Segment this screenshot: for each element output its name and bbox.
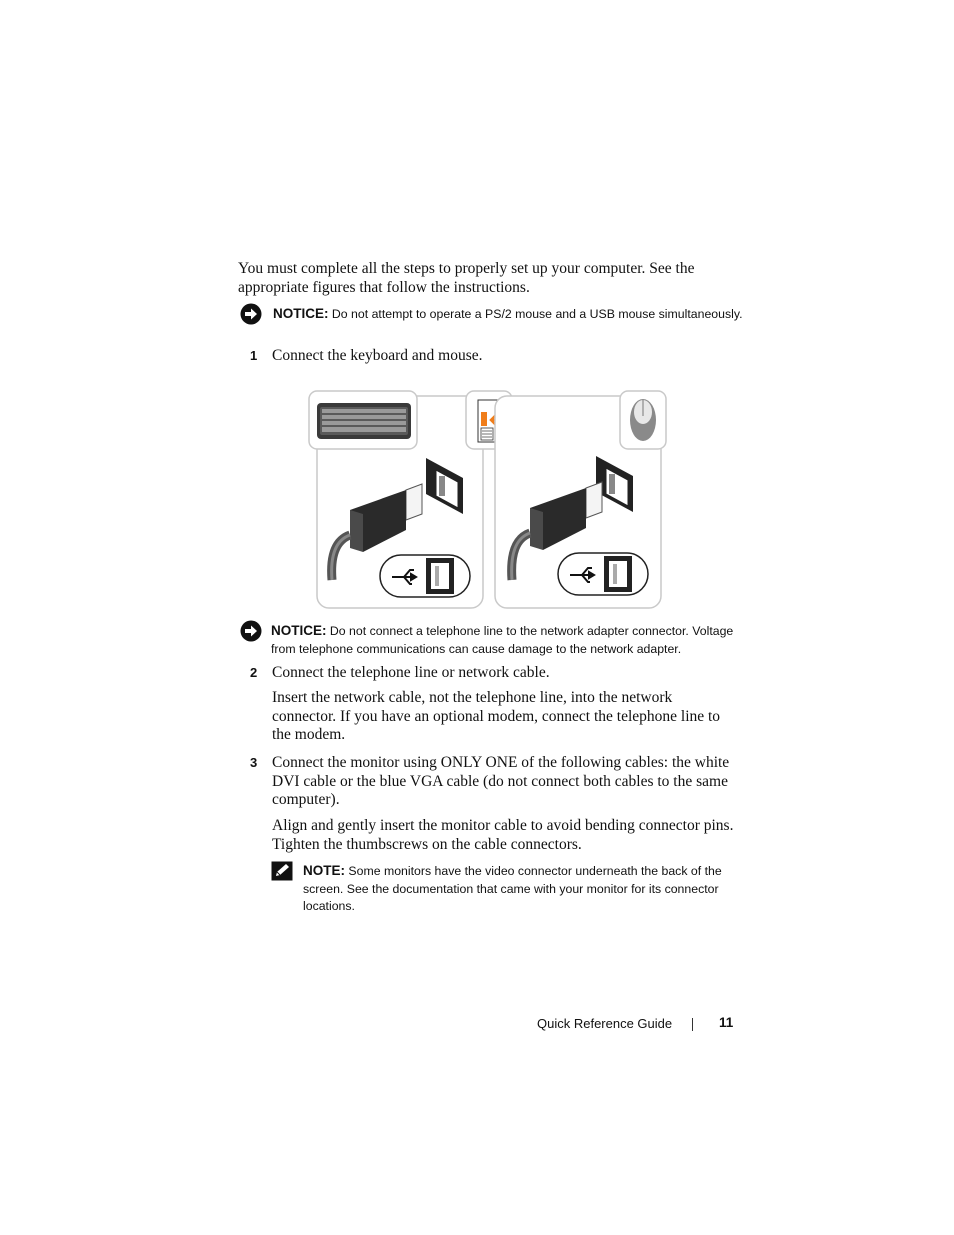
notice-label: NOTICE: [271, 623, 327, 638]
step-text: Connect the telephone line or network cable. [272, 664, 550, 681]
notice-arrow-icon [240, 620, 262, 642]
notice-ps2-usb [273, 305, 743, 324]
page-number: 11 [719, 1015, 734, 1030]
usb-symbol-icon [558, 553, 648, 595]
note-body: Some monitors have the video connector underneath the back of the screen. See the documentation that came with your monitor for its connector locations. [303, 864, 722, 913]
mouse-icon [620, 391, 666, 449]
notice-body: Do not connect a telephone line to the network adapter connector. Voltage from telephone communications can cause damage to the network adapter. [271, 624, 734, 656]
right-panel [495, 391, 666, 608]
keyboard-icon [309, 391, 417, 449]
step-text: Connect the keyboard and mouse. [272, 347, 483, 364]
usb-connection-figure [308, 390, 668, 612]
notice-body: Do not attempt to operate a PS/2 mouse and a USB mouse simultaneously. [328, 307, 743, 321]
step-text: Connect the monitor using ONLY ONE of the following cables: the white DVI cable or the blue VGA cable (do not connect both cables to the same computer). [272, 754, 730, 809]
usb-symbol-icon [380, 555, 470, 597]
step-number: 3 [250, 755, 258, 770]
note-monitor-connector [303, 862, 743, 916]
footer-title: Quick Reference Guide [537, 1016, 673, 1031]
footer-separator [692, 1018, 693, 1031]
left-panel [309, 391, 483, 608]
note-label: NOTE: [303, 863, 345, 878]
step-number: 2 [250, 665, 258, 680]
intro-paragraph: You must complete all the steps to properly set up your computer. See the appropriate figures that follow the instructions. [238, 260, 695, 296]
step-detail: Align and gently insert the monitor cable to avoid bending connector pins. Tighten the thumbscrews on the cable connectors. [272, 817, 734, 853]
step-detail: Insert the network cable, not the telephone line, into the network connector. If you have an optional modem, connect the telephone line to the modem. [272, 689, 721, 744]
step-number: 1 [250, 348, 258, 363]
notice-label: NOTICE: [273, 306, 329, 321]
note-pencil-icon [271, 861, 293, 881]
notice-telephone-line [271, 622, 746, 658]
notice-arrow-icon [240, 303, 262, 325]
